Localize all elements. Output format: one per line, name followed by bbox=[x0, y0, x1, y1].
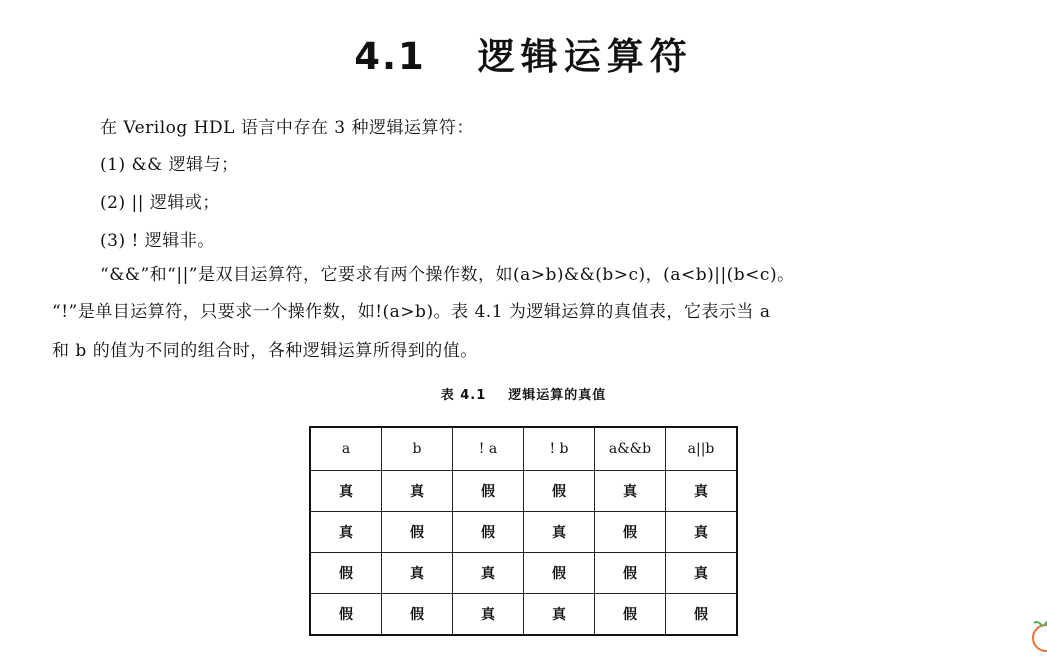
table-cell: 真 bbox=[453, 553, 524, 594]
table-cell: 真 bbox=[453, 594, 524, 636]
list-item-or: (2) || 逻辑或； bbox=[100, 193, 220, 213]
table-cell: 假 bbox=[666, 594, 738, 636]
unary-operator-paragraph: “!”是单目运算符，只要求一个操作数，如!(a>b)。表 4.1 为逻辑运算的真值表，它表示当 a bbox=[52, 302, 771, 322]
table-cell: 真 bbox=[310, 471, 382, 512]
table-cell: 真 bbox=[666, 471, 738, 512]
table-cell: 假 bbox=[453, 471, 524, 512]
table-row bbox=[310, 553, 737, 594]
section-heading bbox=[0, 26, 1047, 80]
table-caption-title: 逻辑运算的真值 bbox=[508, 388, 607, 403]
table-cell: 真 bbox=[382, 553, 453, 594]
section-title: 逻辑运算符 bbox=[477, 35, 693, 78]
list-item-not: (3) ! 逻辑非。 bbox=[100, 231, 215, 251]
table-row bbox=[310, 512, 737, 553]
table-header-row bbox=[310, 427, 737, 471]
section-number: 4.1 bbox=[354, 35, 426, 78]
table-cell: 假 bbox=[595, 594, 666, 636]
table-cell: 假 bbox=[595, 553, 666, 594]
header-cell-not-a: ! a bbox=[453, 427, 524, 471]
header-cell-a: a bbox=[310, 427, 382, 471]
corner-decoration-icon bbox=[1024, 604, 1047, 664]
table-cell: 假 bbox=[310, 594, 382, 636]
table-cell: 真 bbox=[310, 512, 382, 553]
table-cell: 假 bbox=[453, 512, 524, 553]
table-cell: 真 bbox=[524, 594, 595, 636]
binary-operator-paragraph: “&&”和“||”是双目运算符，它要求有两个操作数，如(a>b)&&(b>c)，(a<b)||(b<c)。 bbox=[100, 265, 795, 285]
table-cell: 假 bbox=[524, 471, 595, 512]
header-cell-not-b: ! b bbox=[524, 427, 595, 471]
table-row bbox=[310, 471, 737, 512]
header-cell-or: a||b bbox=[666, 427, 738, 471]
table-cell: 假 bbox=[595, 512, 666, 553]
table-cell: 真 bbox=[666, 512, 738, 553]
table-cell: 假 bbox=[382, 512, 453, 553]
truth-table bbox=[309, 426, 738, 636]
header-cell-and: a&&b bbox=[595, 427, 666, 471]
table-cell: 真 bbox=[382, 471, 453, 512]
table-caption bbox=[0, 384, 1047, 403]
table-caption-label: 表 4.1 bbox=[440, 388, 487, 403]
table-cell: 假 bbox=[310, 553, 382, 594]
table-cell: 真 bbox=[666, 553, 738, 594]
table-cell: 假 bbox=[524, 553, 595, 594]
table-cell: 真 bbox=[524, 512, 595, 553]
intro-paragraph: 在 Verilog HDL 语言中存在 3 种逻辑运算符： bbox=[100, 118, 474, 138]
combination-paragraph: 和 b 的值为不同的组合时，各种逻辑运算所得到的值。 bbox=[52, 341, 478, 361]
table-row bbox=[310, 594, 737, 636]
list-item-and: (1) && 逻辑与； bbox=[100, 155, 239, 175]
table-cell: 假 bbox=[382, 594, 453, 636]
table-cell: 真 bbox=[595, 471, 666, 512]
header-cell-b: b bbox=[382, 427, 453, 471]
